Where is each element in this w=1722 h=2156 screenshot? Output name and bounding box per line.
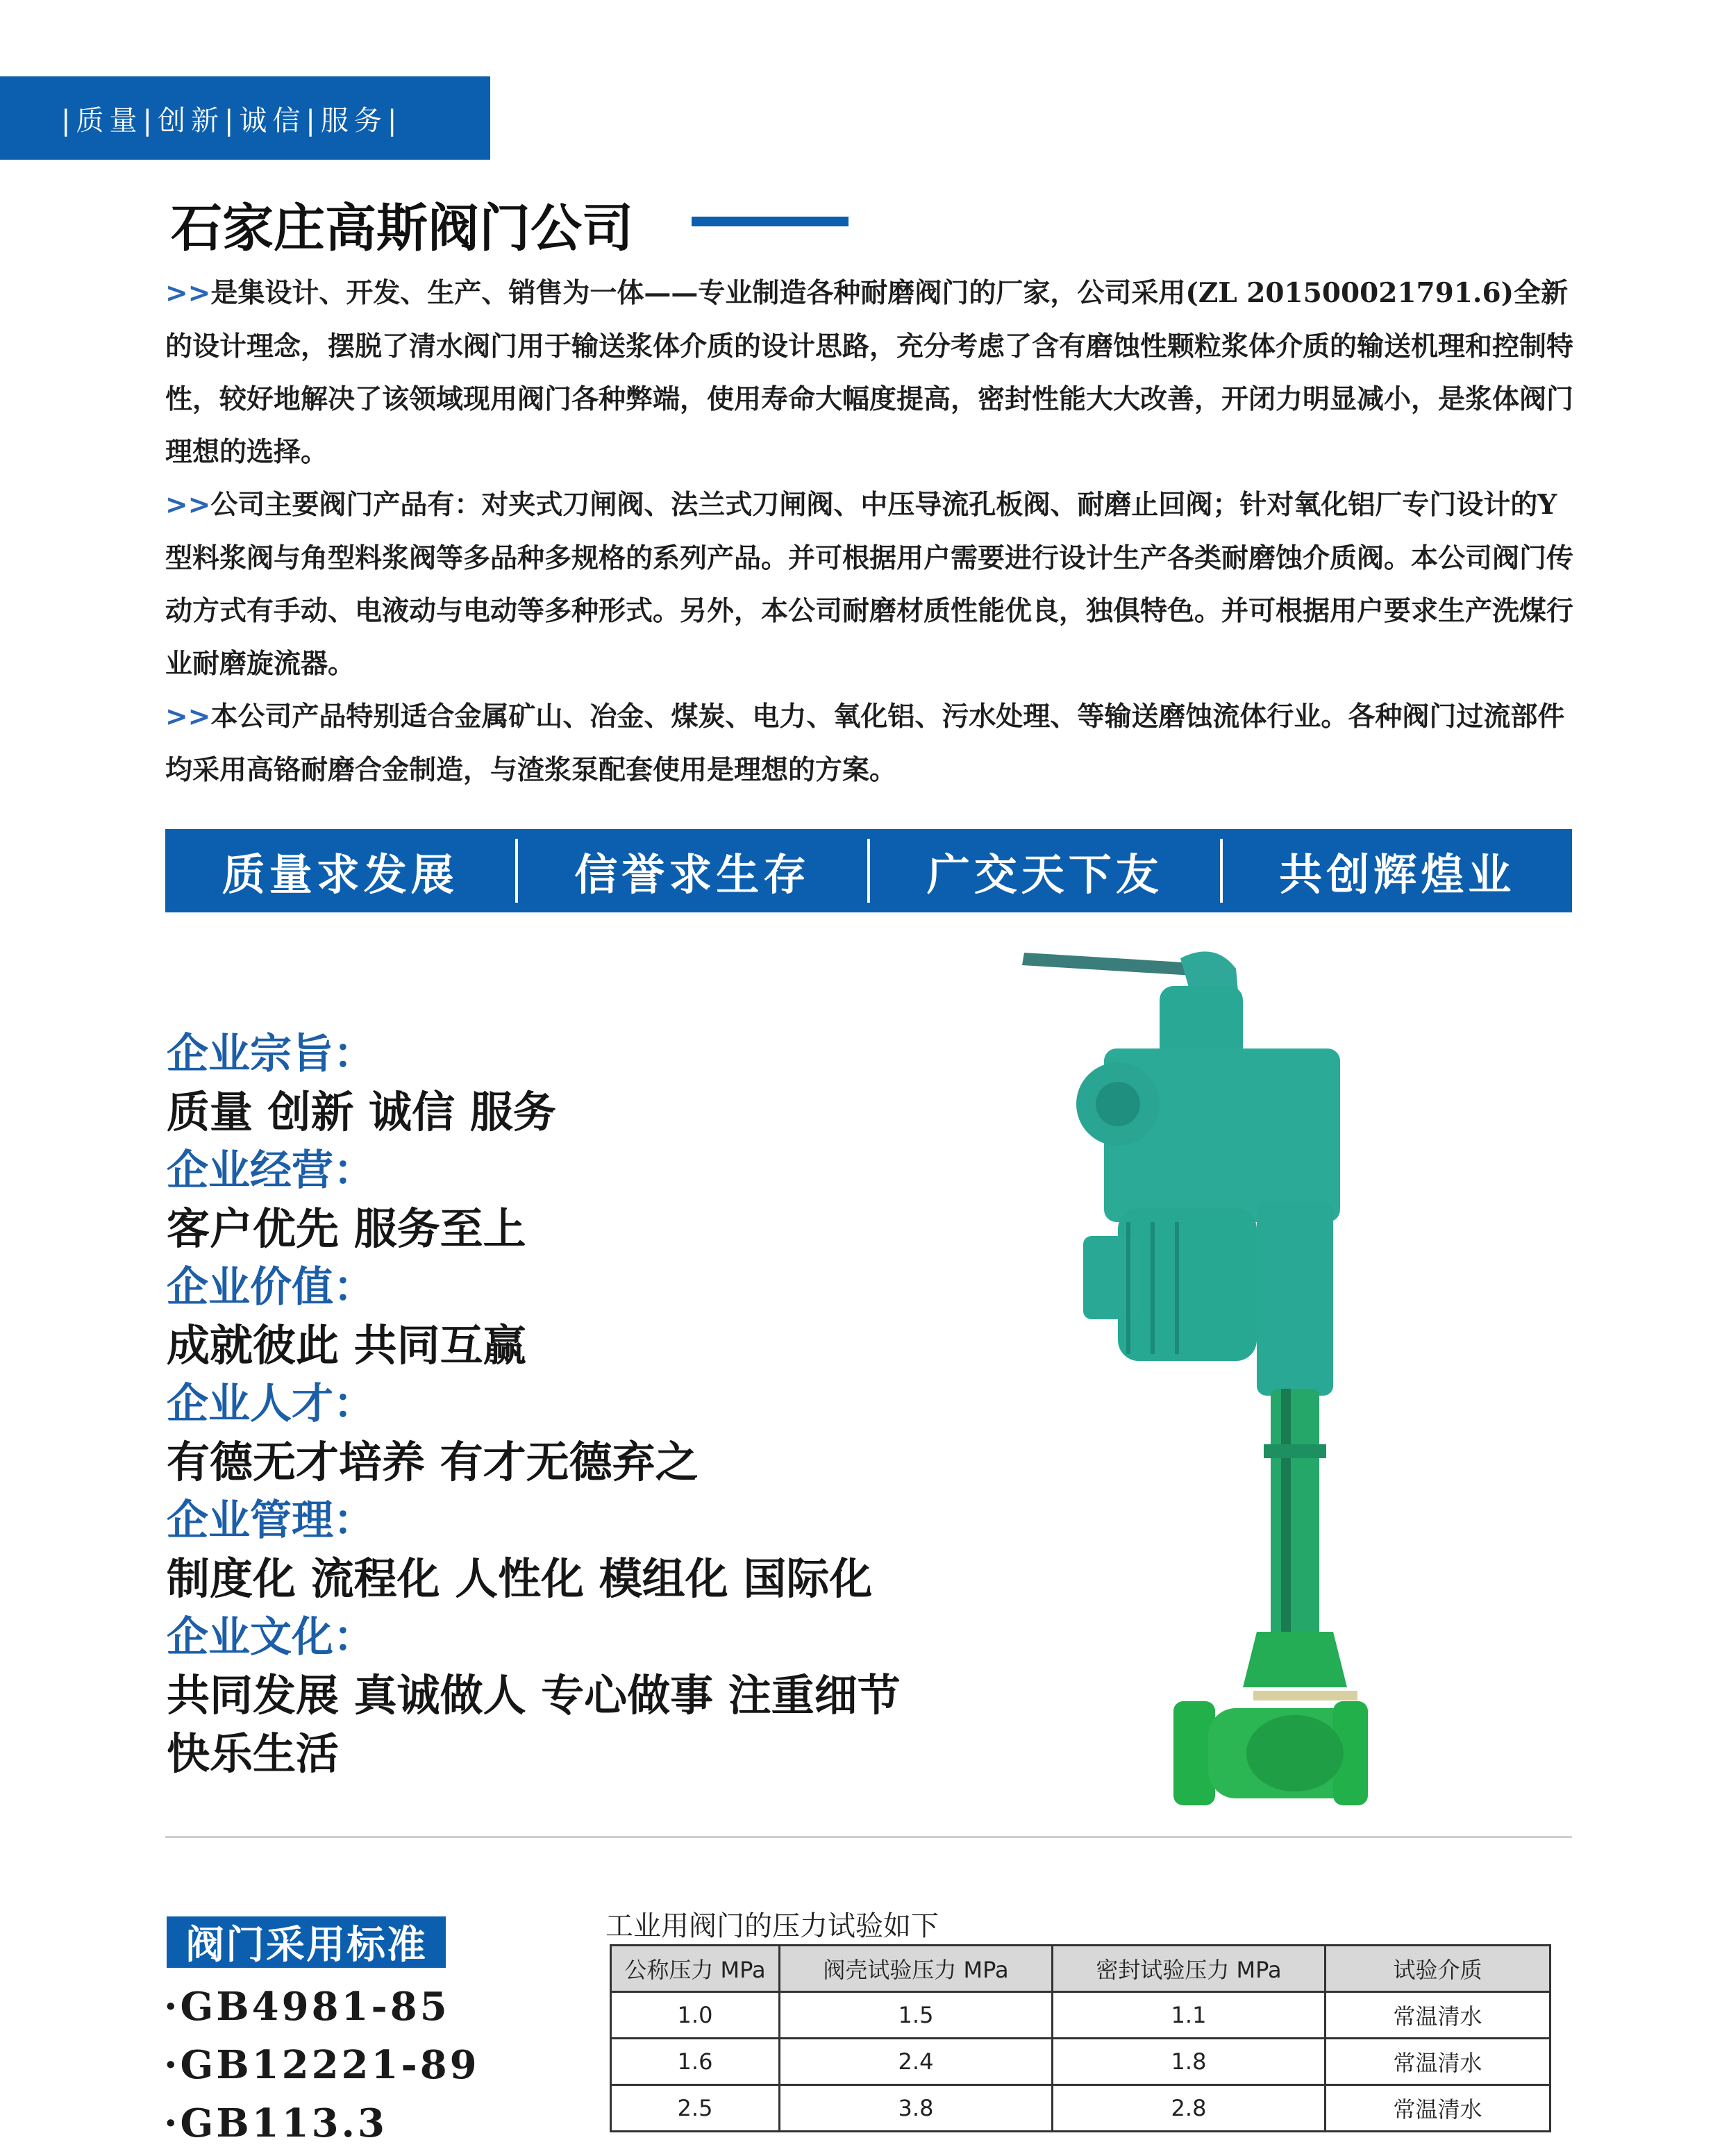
culture-heading: 企业文化： xyxy=(167,1613,375,1662)
tagline-bar xyxy=(0,76,490,160)
table-cell: 1.5 xyxy=(780,1992,1053,2039)
table-cell: 1.8 xyxy=(1053,2039,1326,2085)
intro-paragraph xyxy=(165,267,1575,478)
culture-line: 成就彼此 共同互赢 xyxy=(167,1320,526,1371)
pressure-test-table xyxy=(610,1944,1551,2132)
standards-list xyxy=(164,1978,480,2153)
arrow-icon: >> xyxy=(165,278,211,309)
valve-image xyxy=(1007,944,1368,1812)
standard-item: ·GB113.3 xyxy=(164,2100,388,2146)
culture-section xyxy=(167,1025,901,1783)
table-cell: 2.5 xyxy=(611,2085,780,2132)
intro-paragraph xyxy=(165,690,1575,796)
column-header: 试验介质 xyxy=(1326,1946,1550,1992)
slogan-item: 质量求发展 xyxy=(221,849,458,900)
slogan-item: 信誉求生存 xyxy=(574,849,811,900)
slogan-item: 广交天下友 xyxy=(926,849,1163,900)
culture-line: 客户优先 服务至上 xyxy=(167,1203,526,1254)
culture-line: 有德无才培养 有才无德弃之 xyxy=(167,1437,699,1487)
column-header: 阀壳试验压力 MPa xyxy=(780,1946,1053,1992)
culture-line: 制度化 流程化 人性化 模组化 国际化 xyxy=(167,1553,873,1604)
table-cell: 常温清水 xyxy=(1326,2085,1550,2132)
culture-heading: 企业人才： xyxy=(167,1380,375,1428)
company-title: 石家庄高斯阀门公司 xyxy=(171,199,633,258)
table-cell: 1.1 xyxy=(1053,1992,1326,2039)
intro-text: 本公司产品特别适合金属矿山、冶金、煤炭、电力、氧化铝、污水处理、等输送磨蚀流体行业。各种阀门过流部件均采用高铬耐磨合金制造，与渣浆泵配套使用是理想的方案。 xyxy=(165,701,1565,786)
standard-item: ·GB4981-85 xyxy=(164,1984,450,2030)
table-cell: 3.8 xyxy=(780,2085,1053,2132)
title-underline xyxy=(692,217,849,226)
table-cell: 2.4 xyxy=(780,2039,1053,2085)
intro-section xyxy=(165,267,1575,796)
intro-paragraph xyxy=(165,478,1575,690)
culture-line: 共同发展 真诚做人 专心做事 注重细节 xyxy=(167,1670,901,1721)
arrow-icon: >> xyxy=(165,701,211,733)
table-row xyxy=(611,2085,1550,2132)
column-header: 公称压力 MPa xyxy=(611,1946,780,1992)
arrow-icon: >> xyxy=(165,490,211,521)
culture-heading: 企业经营： xyxy=(167,1146,375,1195)
table-header-row xyxy=(611,1946,1550,1992)
standard-item: ·GB12221-89 xyxy=(164,2042,480,2088)
slogan-item: 共创辉煌业 xyxy=(1279,849,1516,900)
section-divider xyxy=(165,1836,1572,1838)
table-cell: 1.0 xyxy=(611,1992,780,2039)
table-row xyxy=(611,1992,1550,2039)
table-cell: 1.6 xyxy=(611,2039,780,2085)
table-cell: 常温清水 xyxy=(1326,1992,1550,2039)
culture-heading: 企业价值： xyxy=(167,1263,375,1312)
column-header: 密封试验压力 MPa xyxy=(1053,1946,1326,1992)
pressure-test-title: 工业用阀门的压力试验如下 xyxy=(605,1910,939,1942)
intro-text: 公司主要阀门产品有：对夹式刀闸阀、法兰式刀闸阀、中压导流孔板阀、耐磨止回阀；针对氧化铝厂专门设计的Y型料浆阀与角型料浆阀等多品种多规格的系列产品。并可根据用户需要进行设计生产各类耐磨蚀介质阀。本公司阀门传动方式有手动、电液动与电动等多种形式。另外，本公司耐磨材质性能优良，独俱特色。并可根据用户要求生产洗煤行业耐磨旋流器。 xyxy=(165,489,1574,680)
culture-line: 质量 创新 诚信 服务 xyxy=(167,1087,556,1137)
standards-heading: 阀门采用标准 xyxy=(167,1916,446,1968)
culture-line: 快乐生活 xyxy=(167,1728,340,1779)
culture-heading: 企业管理： xyxy=(167,1496,375,1545)
culture-heading: 企业宗旨： xyxy=(167,1030,375,1078)
slogan-bar xyxy=(165,829,1572,912)
intro-text: 是集设计、开发、生产、销售为一体——专业制造各种耐磨阀门的厂家，公司采用(ZL 201500021791.6)全新的设计理念，摆脱了清水阀门用于输送浆体介质的设计思路，充分考虑了含有磨蚀性颗粒浆体介质的输送机理和控制特性，较好地解决了该领域现用阀门各种弊端，使用寿命大幅度提高，密封性能大大改善，开闭力明显减小，是浆体阀门理想的选择。 xyxy=(165,277,1574,468)
table-cell: 2.8 xyxy=(1053,2085,1326,2132)
tagline-text: |质量|创新|诚信|服务| xyxy=(61,104,403,137)
table-row xyxy=(611,2039,1550,2085)
table-cell: 常温清水 xyxy=(1326,2039,1550,2085)
